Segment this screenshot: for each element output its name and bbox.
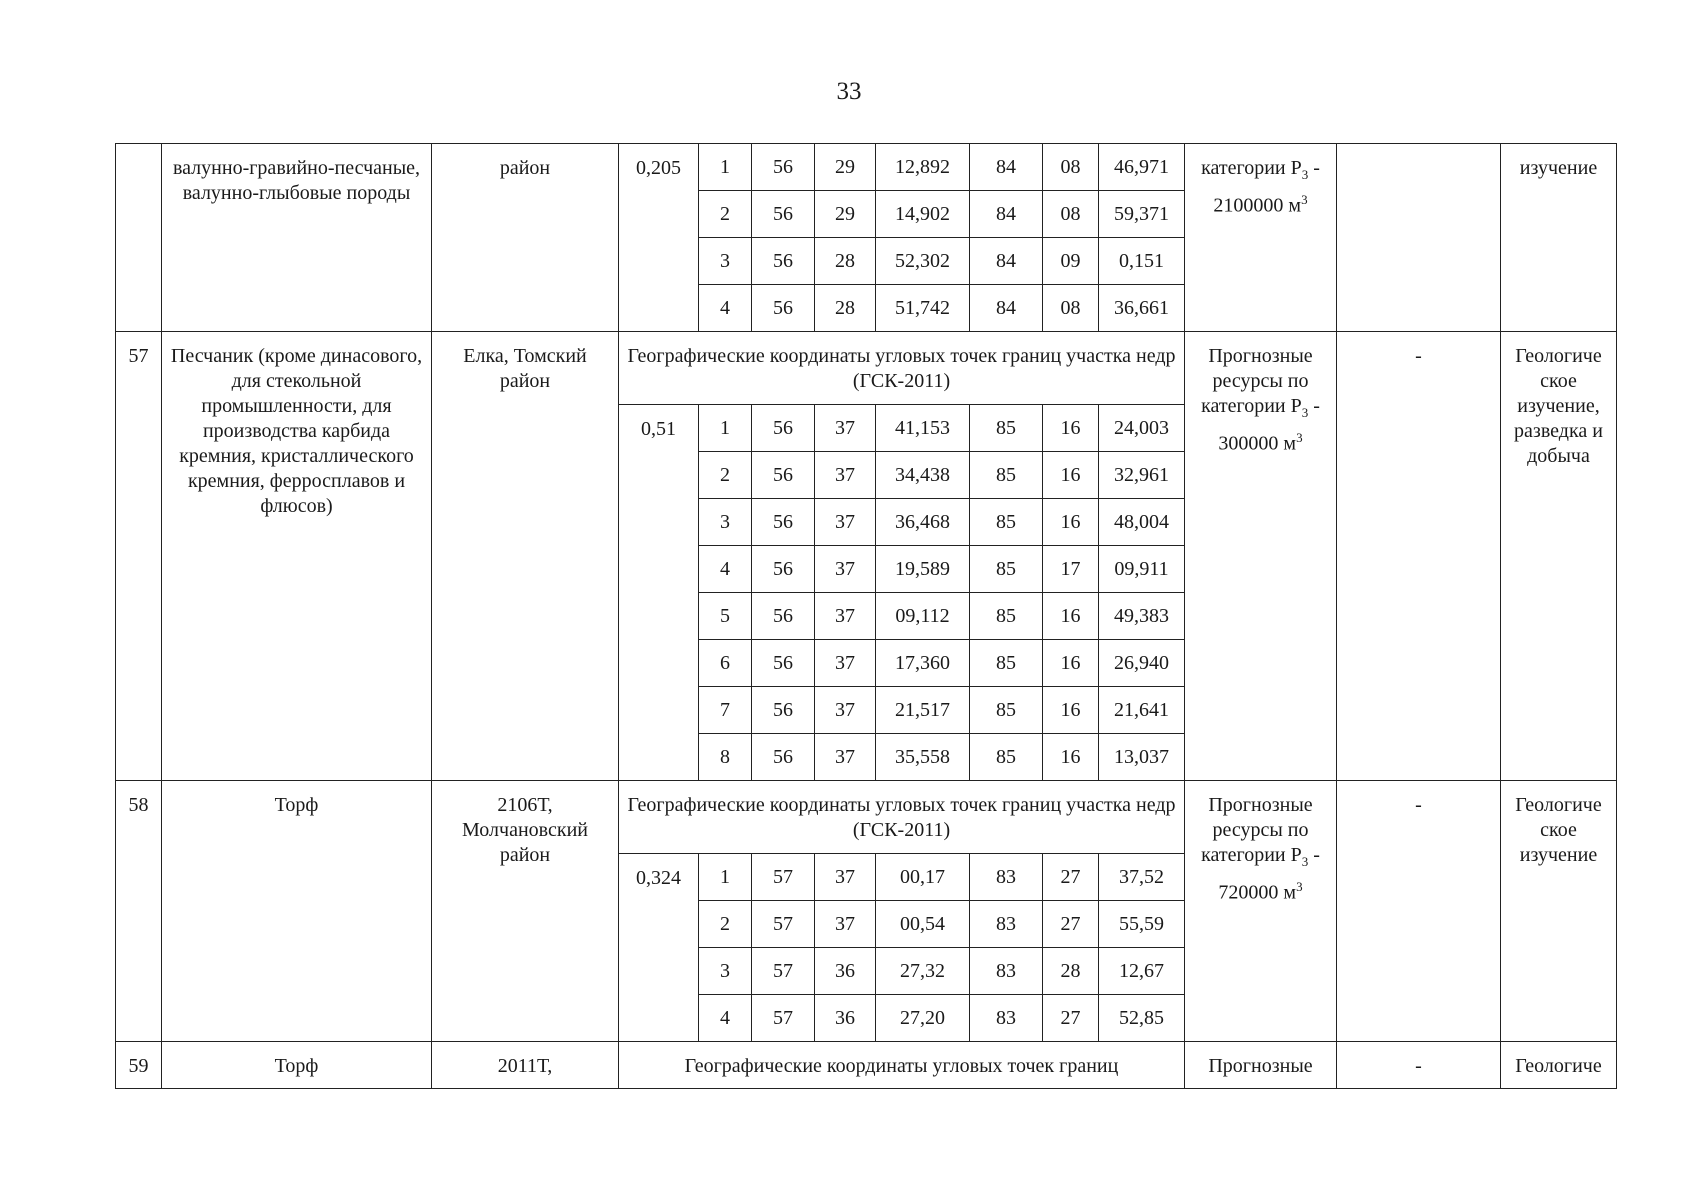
lat-minutes: 28 (815, 238, 876, 285)
reserves-cell: - (1337, 1042, 1501, 1089)
point-number: 1 (699, 405, 752, 452)
lon-seconds: 46,971 (1099, 144, 1185, 191)
lon-seconds: 55,59 (1099, 901, 1185, 948)
point-number: 3 (699, 499, 752, 546)
subsoil-areas-table (115, 143, 1617, 1089)
lon-minutes: 08 (1043, 144, 1099, 191)
lon-minutes: 16 (1043, 640, 1099, 687)
coordinates-header: Географические координаты угловых точек границ участка недр (ГСК-2011) (619, 332, 1185, 405)
reserves-cell (1337, 144, 1501, 332)
row-number (116, 144, 162, 332)
reserves-cell: - (1337, 781, 1501, 1042)
point-number: 5 (699, 593, 752, 640)
lon-minutes: 08 (1043, 191, 1099, 238)
lon-degrees: 85 (970, 640, 1043, 687)
lat-degrees: 57 (752, 901, 815, 948)
site-location: Елка, Томский район (432, 332, 619, 781)
resources-text: Прогнозные ресурсы по категории Р (1201, 345, 1313, 417)
point-number: 7 (699, 687, 752, 734)
lon-degrees: 83 (970, 901, 1043, 948)
lat-degrees: 56 (752, 285, 815, 332)
lon-degrees: 83 (970, 995, 1043, 1042)
purpose-cell: Геологиче ское изучение (1501, 781, 1617, 1042)
lon-degrees: 83 (970, 948, 1043, 995)
table-row (116, 144, 1617, 191)
resources-subscript: 3 (1301, 167, 1309, 182)
lat-minutes: 37 (815, 854, 876, 901)
lat-minutes: 37 (815, 734, 876, 781)
lon-degrees: 85 (970, 734, 1043, 781)
resources-text: Прогнозные ресурсы по категории Р (1201, 794, 1313, 866)
table-row (116, 781, 1617, 854)
lat-minutes: 29 (815, 191, 876, 238)
mineral-name: Песчаник (кроме динасового, для стекольной промышленности, для производства карбида кремния, кристаллического кремния, ферросплавов и флюсов) (162, 332, 432, 781)
lat-minutes: 28 (815, 285, 876, 332)
lon-minutes: 16 (1043, 687, 1099, 734)
mineral-name: Торф (162, 781, 432, 1042)
lon-seconds: 0,151 (1099, 238, 1185, 285)
lon-minutes: 28 (1043, 948, 1099, 995)
mineral-name: Торф (162, 1042, 432, 1089)
purpose-cell: Геологиче (1501, 1042, 1617, 1089)
area-value: 0,324 (619, 854, 699, 1042)
point-number: 6 (699, 640, 752, 687)
lon-seconds: 26,940 (1099, 640, 1185, 687)
resources-subscript: 3 (1301, 854, 1309, 869)
lon-degrees: 85 (970, 593, 1043, 640)
lat-degrees: 56 (752, 452, 815, 499)
row-number: 59 (116, 1042, 162, 1089)
lat-seconds: 36,468 (876, 499, 970, 546)
lat-degrees: 57 (752, 995, 815, 1042)
resources-value: - 720000 м (1218, 844, 1320, 904)
lon-seconds: 49,383 (1099, 593, 1185, 640)
lon-degrees: 85 (970, 687, 1043, 734)
lon-minutes: 16 (1043, 452, 1099, 499)
lat-seconds: 14,902 (876, 191, 970, 238)
lat-degrees: 56 (752, 144, 815, 191)
lon-degrees: 85 (970, 405, 1043, 452)
lon-seconds: 24,003 (1099, 405, 1185, 452)
lat-degrees: 56 (752, 734, 815, 781)
lat-degrees: 57 (752, 854, 815, 901)
lon-minutes: 08 (1043, 285, 1099, 332)
lat-seconds: 00,17 (876, 854, 970, 901)
lon-minutes: 27 (1043, 901, 1099, 948)
lat-minutes: 29 (815, 144, 876, 191)
site-location: район (432, 144, 619, 332)
lat-seconds: 00,54 (876, 901, 970, 948)
lat-seconds: 27,20 (876, 995, 970, 1042)
lat-seconds: 52,302 (876, 238, 970, 285)
lon-minutes: 27 (1043, 995, 1099, 1042)
table-row (116, 1042, 1617, 1089)
lat-seconds: 35,558 (876, 734, 970, 781)
lon-degrees: 84 (970, 191, 1043, 238)
lon-degrees: 84 (970, 144, 1043, 191)
lat-minutes: 37 (815, 640, 876, 687)
point-number: 1 (699, 854, 752, 901)
point-number: 4 (699, 285, 752, 332)
resources-value: - 300000 м (1218, 395, 1320, 455)
resources-superscript: 3 (1301, 192, 1308, 207)
lat-degrees: 56 (752, 640, 815, 687)
lat-degrees: 56 (752, 191, 815, 238)
lon-seconds: 32,961 (1099, 452, 1185, 499)
lat-minutes: 37 (815, 901, 876, 948)
lat-seconds: 17,360 (876, 640, 970, 687)
lat-minutes: 37 (815, 452, 876, 499)
lat-degrees: 56 (752, 546, 815, 593)
lat-degrees: 56 (752, 238, 815, 285)
lon-minutes: 17 (1043, 546, 1099, 593)
resources-text: категории Р (1201, 157, 1302, 179)
lon-degrees: 84 (970, 238, 1043, 285)
lat-degrees: 56 (752, 687, 815, 734)
lon-seconds: 59,371 (1099, 191, 1185, 238)
lon-minutes: 16 (1043, 499, 1099, 546)
point-number: 2 (699, 901, 752, 948)
lon-seconds: 48,004 (1099, 499, 1185, 546)
lon-minutes: 16 (1043, 734, 1099, 781)
mineral-name: валунно-гравийно-песчаные, валунно-глыбовые породы (162, 144, 432, 332)
point-number: 1 (699, 144, 752, 191)
resources-cell (1185, 781, 1337, 1042)
lon-minutes: 27 (1043, 854, 1099, 901)
purpose-cell: Геологиче ское изучение, разведка и добыча (1501, 332, 1617, 781)
point-number: 3 (699, 948, 752, 995)
row-number: 58 (116, 781, 162, 1042)
lat-minutes: 37 (815, 405, 876, 452)
lat-seconds: 21,517 (876, 687, 970, 734)
lat-degrees: 56 (752, 499, 815, 546)
point-number: 2 (699, 191, 752, 238)
lon-degrees: 83 (970, 854, 1043, 901)
site-location: 2011Т, (432, 1042, 619, 1089)
lat-minutes: 36 (815, 995, 876, 1042)
lon-seconds: 09,911 (1099, 546, 1185, 593)
table-row (116, 332, 1617, 405)
coordinates-header: Географические координаты угловых точек границ (619, 1042, 1185, 1089)
resources-superscript: 3 (1296, 879, 1303, 894)
resources-cell (1185, 144, 1337, 332)
point-number: 4 (699, 995, 752, 1042)
lat-minutes: 37 (815, 593, 876, 640)
lat-minutes: 37 (815, 499, 876, 546)
point-number: 8 (699, 734, 752, 781)
page-number: 33 (836, 78, 862, 105)
lon-minutes: 09 (1043, 238, 1099, 285)
resources-superscript: 3 (1296, 430, 1303, 445)
lon-seconds: 12,67 (1099, 948, 1185, 995)
lat-seconds: 27,32 (876, 948, 970, 995)
lon-seconds: 13,037 (1099, 734, 1185, 781)
site-location: 2106Т, Молчановский район (432, 781, 619, 1042)
lat-seconds: 09,112 (876, 593, 970, 640)
resources-cell (1185, 332, 1337, 781)
point-number: 2 (699, 452, 752, 499)
lat-seconds: 51,742 (876, 285, 970, 332)
lon-seconds: 36,661 (1099, 285, 1185, 332)
resources-text: Прогнозные (1208, 1055, 1313, 1077)
coordinates-header: Географические координаты угловых точек границ участка недр (ГСК-2011) (619, 781, 1185, 854)
lon-degrees: 84 (970, 285, 1043, 332)
lon-degrees: 85 (970, 499, 1043, 546)
lat-minutes: 36 (815, 948, 876, 995)
area-value: 0,205 (619, 144, 699, 332)
point-number: 3 (699, 238, 752, 285)
lon-seconds: 37,52 (1099, 854, 1185, 901)
resources-cell (1185, 1042, 1337, 1089)
lat-degrees: 57 (752, 948, 815, 995)
purpose-cell: изучение (1501, 144, 1617, 332)
lat-degrees: 56 (752, 405, 815, 452)
lon-degrees: 85 (970, 546, 1043, 593)
lon-seconds: 52,85 (1099, 995, 1185, 1042)
lat-seconds: 19,589 (876, 546, 970, 593)
lon-minutes: 16 (1043, 593, 1099, 640)
resources-subscript: 3 (1301, 405, 1309, 420)
row-number: 57 (116, 332, 162, 781)
lat-seconds: 34,438 (876, 452, 970, 499)
lat-minutes: 37 (815, 687, 876, 734)
lat-seconds: 12,892 (876, 144, 970, 191)
lon-degrees: 85 (970, 452, 1043, 499)
lon-minutes: 16 (1043, 405, 1099, 452)
lon-seconds: 21,641 (1099, 687, 1185, 734)
lat-degrees: 56 (752, 593, 815, 640)
area-value: 0,51 (619, 405, 699, 781)
lat-minutes: 37 (815, 546, 876, 593)
resources-value: - 2100000 м (1213, 157, 1320, 217)
point-number: 4 (699, 546, 752, 593)
lat-seconds: 41,153 (876, 405, 970, 452)
reserves-cell: - (1337, 332, 1501, 781)
